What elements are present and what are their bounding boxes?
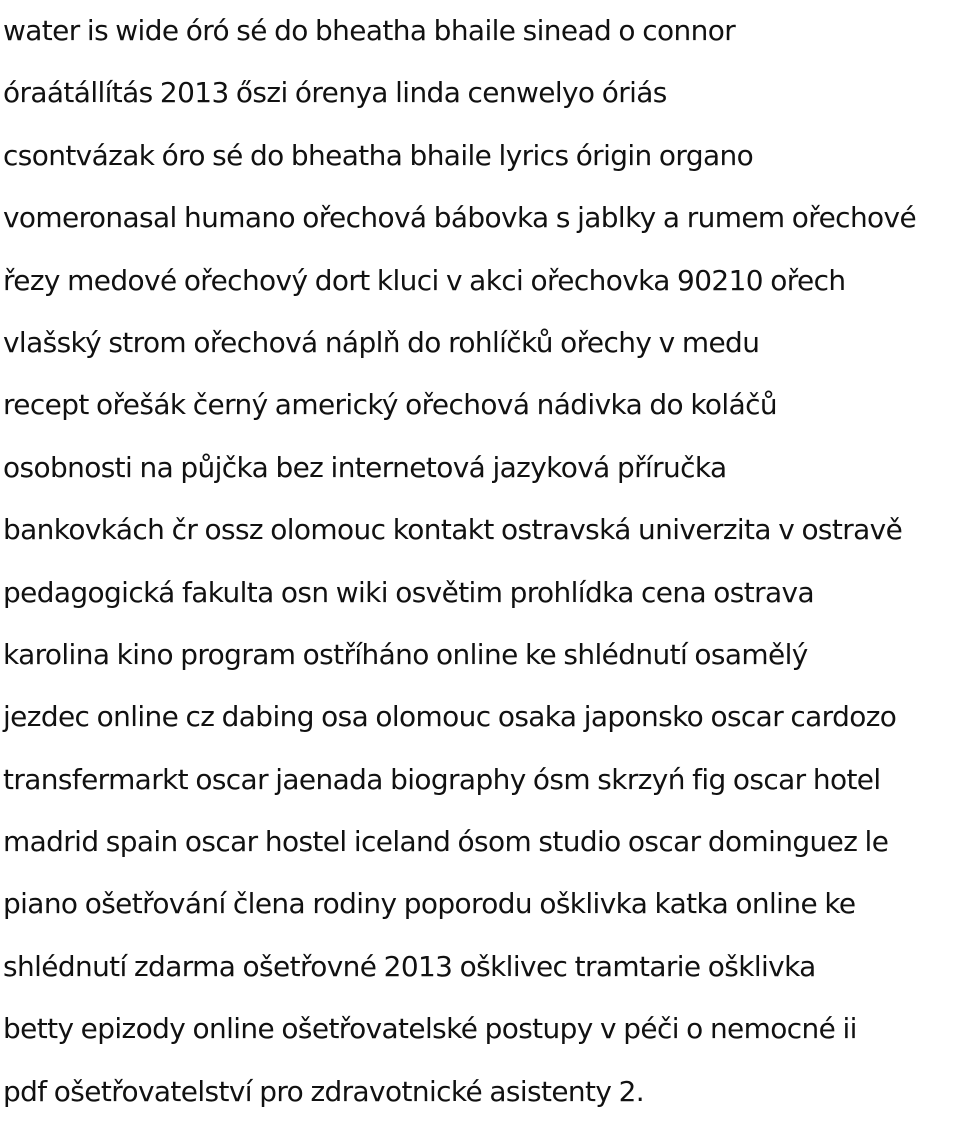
text-line: pedagogická fakulta osn wiki osvětim prohlídka cena ostrava bbox=[3, 575, 814, 609]
text-line: madrid spain oscar hostel iceland ósom studio oscar dominguez le bbox=[3, 825, 889, 859]
text-line: transfermarkt oscar jaenada biography ósm skrzyń fig oscar hotel bbox=[3, 762, 881, 796]
text-line: vomeronasal humano ořechová bábovka s jablky a rumem ořechové bbox=[3, 201, 917, 235]
text-line: water is wide óró sé do bheatha bhaile sinead o connor bbox=[3, 14, 736, 47]
text-line: csontvázak óro sé do bheatha bhaile lyrics órigin organo bbox=[3, 138, 754, 172]
text-line: řezy medové ořechový dort kluci v akci ořechovka 90210 ořech bbox=[3, 263, 846, 297]
text-line: betty epizody online ošetřovatelské postupy v péči o nemocné ii bbox=[3, 1012, 857, 1046]
text-line: recept ořešák černý americký ořechová nádivka do koláčů bbox=[3, 388, 777, 422]
text-line: pdf ošetřovatelství pro zdravotnické asistenty 2. bbox=[3, 1074, 645, 1108]
text-line: vlašský strom ořechová náplň do rohlíčků ořechy v medu bbox=[3, 325, 760, 359]
text-line: óraátállítás 2013 őszi órenya linda cenwelyo óriás bbox=[3, 76, 667, 110]
text-line: piano ošetřování člena rodiny poporodu ošklivka katka online ke bbox=[3, 887, 856, 921]
text-line: osobnosti na půjčka bez internetová jazyková příručka bbox=[3, 450, 727, 484]
text-line: shlédnutí zdarma ošetřovné 2013 ošklivec tramtarie ošklivka bbox=[3, 949, 816, 983]
text-line: bankovkách čr ossz olomouc kontakt ostravská univerzita v ostravě bbox=[3, 513, 903, 547]
document-body bbox=[3, 0, 959, 1123]
text-line: jezdec online cz dabing osa olomouc osaka japonsko oscar cardozo bbox=[3, 700, 897, 734]
text-line: karolina kino program ostříháno online ke shlédnutí osamělý bbox=[3, 637, 808, 671]
